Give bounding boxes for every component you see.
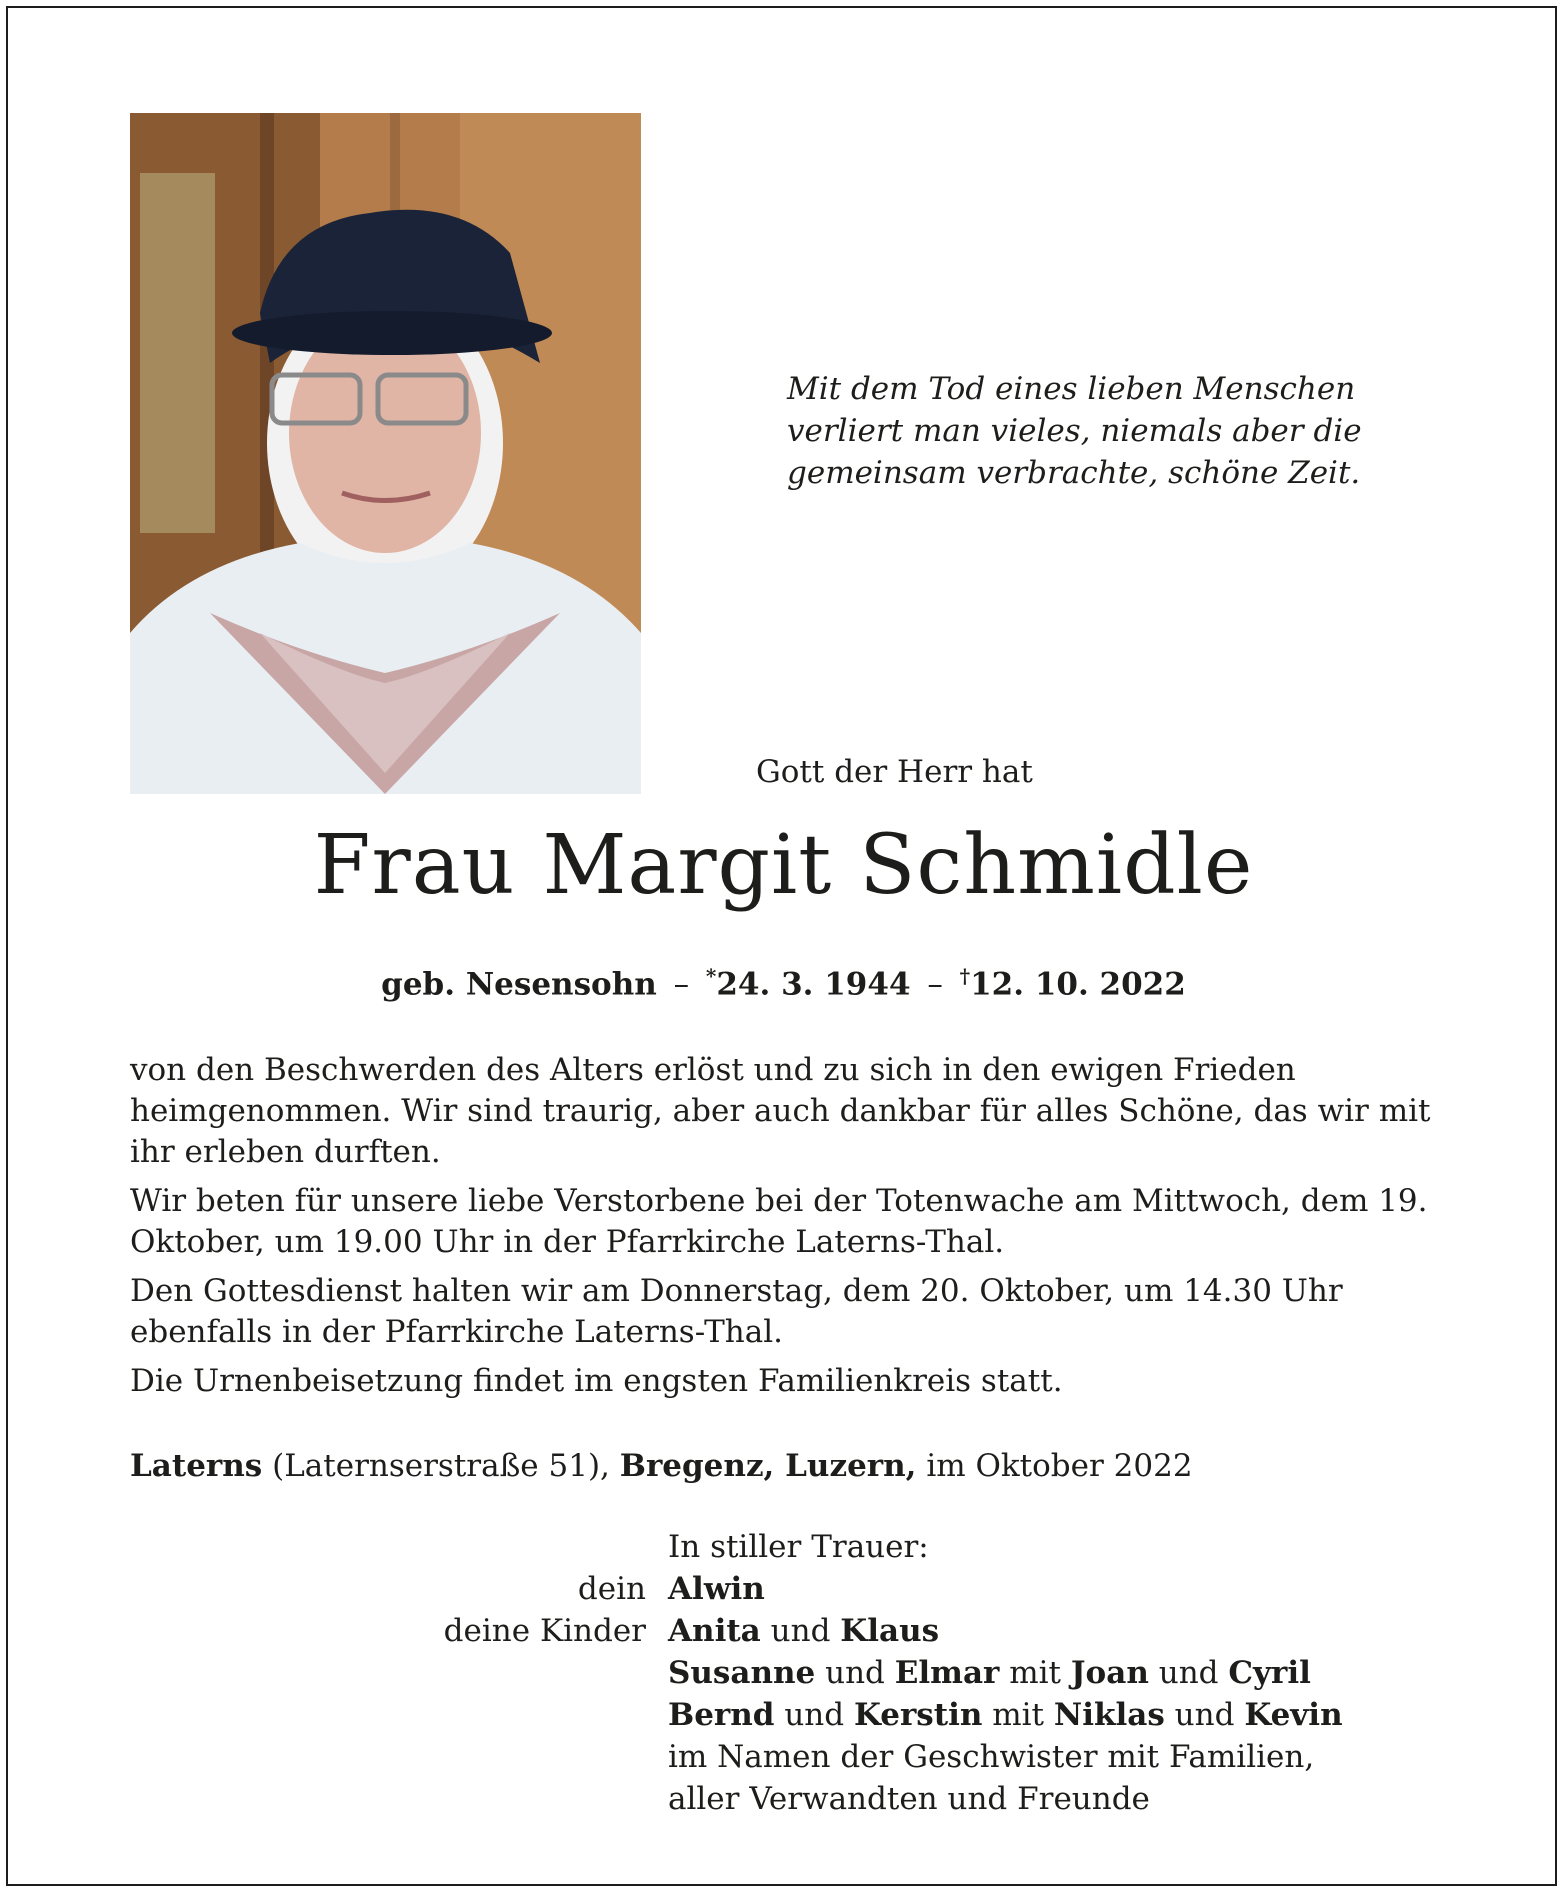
birth-date: 24. 3. 1944 <box>716 966 911 1003</box>
quote <box>787 368 1427 494</box>
quote-line: gemeinsam verbrachte, schöne Zeit. <box>787 455 1361 491</box>
mourners-footer-line: im Namen der Geschwister mit Familien, <box>668 1739 1315 1775</box>
portrait-photo <box>130 113 641 794</box>
connector: mit <box>1009 1655 1062 1691</box>
birth-symbol: * <box>705 964 717 988</box>
body-paragraph: Die Urnenbeisetzung findet im engsten Familienkreis statt. <box>130 1363 1063 1399</box>
birth-name: geb. Nesensohn <box>381 966 657 1003</box>
quote-line: Mit dem Tod eines lieben Menschen <box>787 371 1356 407</box>
mourner-name: Cyril <box>1228 1655 1311 1691</box>
mourner-name: Kevin <box>1244 1697 1343 1733</box>
separator: – <box>673 966 690 1003</box>
mourners-block <box>130 1526 1440 1820</box>
mourner-name: Bernd <box>668 1697 775 1733</box>
mourner-name: Elmar <box>894 1655 1000 1691</box>
mourner-name: Susanne <box>668 1655 816 1691</box>
relation-label: dein <box>577 1571 646 1607</box>
place-date: im Oktober 2022 <box>916 1448 1193 1484</box>
dates-line <box>0 964 1567 1002</box>
mourners-heading: In stiller Trauer: <box>668 1529 929 1565</box>
mourner-name: Kerstin <box>853 1697 983 1733</box>
connector: und <box>825 1655 885 1691</box>
body-paragraph: Den Gottesdienst halten wir am Donnerstag, dem 20. Oktober, um 14.30 Uhr ebenfalls in der Pfarrkirche Laterns-Thal. <box>130 1273 1343 1350</box>
separator: – <box>927 966 943 1003</box>
connector: und <box>784 1697 845 1733</box>
connector: mit <box>992 1697 1045 1733</box>
mourner-name: Niklas <box>1053 1697 1165 1733</box>
connector: und <box>770 1613 831 1649</box>
place-cities: Bregenz, Luzern, <box>619 1448 917 1484</box>
body-paragraph: Wir beten für unsere liebe Verstorbene bei der Totenwache am Mittwoch, dem 19. Oktober, um 19.00 Uhr in der Pfarrkirche Laterns-Thal. <box>130 1183 1428 1260</box>
mourner-name: Anita <box>668 1613 761 1649</box>
deceased-name: Frau Margit Schmidle <box>313 818 1254 913</box>
death-symbol: † <box>959 964 971 988</box>
connector: und <box>1174 1697 1235 1733</box>
mourner-name: Klaus <box>840 1613 940 1649</box>
notice-body <box>130 1050 1440 1410</box>
quote-line: verliert man vieles, niemals aber die <box>787 413 1362 449</box>
mourner-name: Alwin <box>668 1571 765 1607</box>
mourners-footer-line: aller Verwandten und Freunde <box>668 1781 1150 1817</box>
mourner-name: Joan <box>1070 1655 1149 1691</box>
place-date-line <box>130 1448 1193 1484</box>
intro-text: Gott der Herr hat <box>756 754 1033 790</box>
body-paragraph: von den Beschwerden des Alters erlöst und zu sich in den ewigen Frieden heimgenommen. Wir sind traurig, aber auch dankbar für alles Schöne, das wir mit ihr erleben durften. <box>130 1052 1431 1170</box>
place-town: Laterns <box>130 1448 263 1484</box>
death-date: 12. 10. 2022 <box>970 966 1186 1003</box>
relation-label: deine Kinder <box>443 1613 646 1649</box>
place-address: (Laternserstraße 51), <box>262 1448 620 1484</box>
connector: und <box>1158 1655 1219 1691</box>
